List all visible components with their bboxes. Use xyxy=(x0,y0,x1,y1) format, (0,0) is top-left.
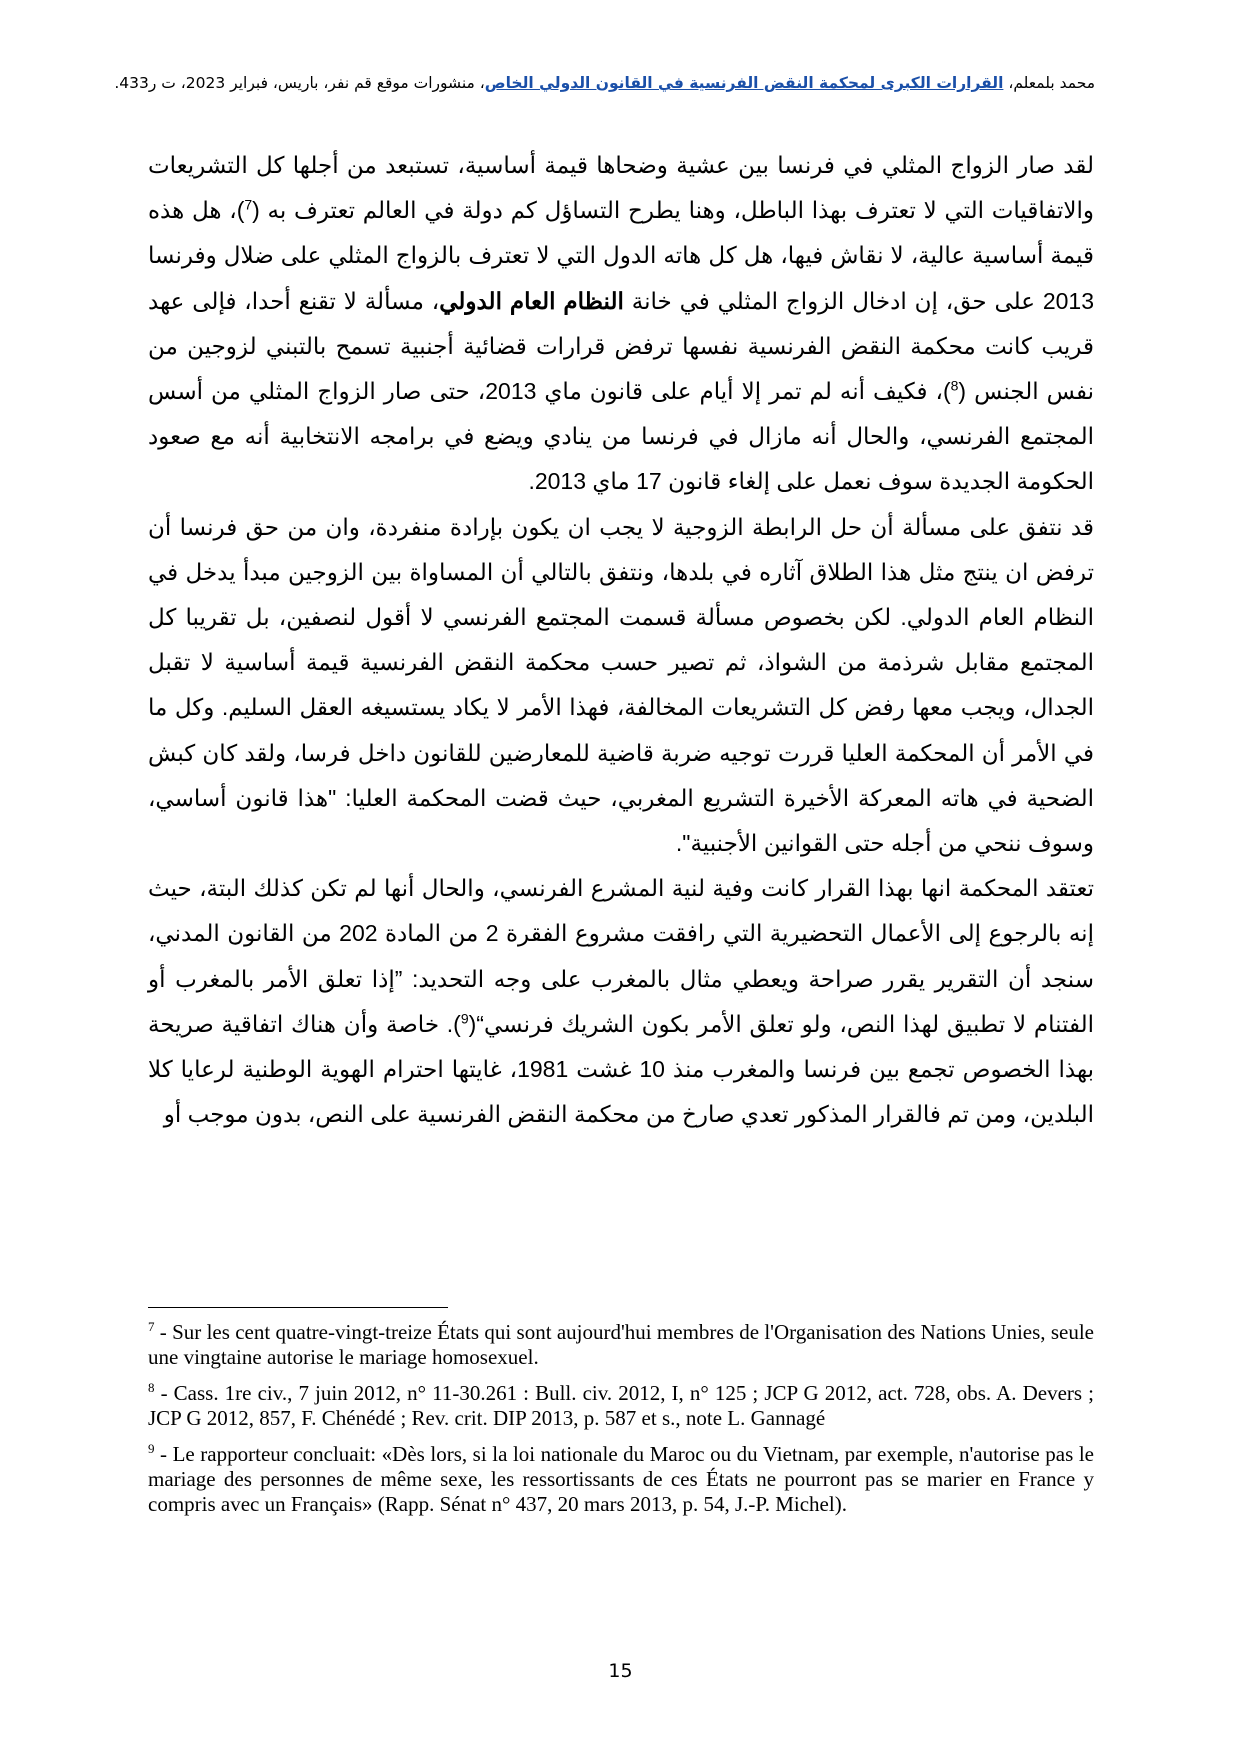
paragraph-1 xyxy=(148,143,1094,505)
footnote-number: 9 xyxy=(148,1441,155,1457)
page-number: 15 xyxy=(608,1660,633,1682)
footnote-ref-9[interactable]: 9 xyxy=(460,1010,469,1027)
paragraph-3-part-1: تعتقد المحكمة انها بهذا القرار كانت وفية لنية المشرع الفرنسي، والحال أنها لم تكن كذلك البتة، حيث إنه بالرجوع إلى الأعمال التحضيرية التي رافقت مشروع الفقرة 2 من المادة 202 من القانون المدني، سنجد أن التقرير يقرر صراحة ويعطي مثال بالمغرب على وجه التحديد: ”إذا تعلق الأمر بالمغرب أو الفتنام لا تطبيق لهذا النص، ولو تعلق الأمر بكون الشريك فرنسي“( xyxy=(148,875,1094,1037)
footnote-separator xyxy=(148,1307,448,1308)
paragraph-1-part-1: لقد صار الزواج المثلي في فرنسا بين عشية وضحاها قيمة أساسية، تستبعد من أجلها كل التشريعات والاتفاقيات التي لا تعترف بهذا الباطل، وهنا يطرح التساؤل كم دولة في العالم تعترف به ( xyxy=(148,152,1094,224)
header-book-title-link[interactable]: القرارات الكبرى لمحكمة النقض الفرنسية في القانون الدولي الخاص xyxy=(484,74,1004,92)
footnote-8 xyxy=(148,1381,1094,1430)
footnote-text: - Sur les cent quatre-vingt-treize États qui sont aujourd'hui membres de l'Organisation des Nations Unies, seule une vingtaine autorise le mariage homosexuel. xyxy=(148,1320,1094,1369)
header-publication: ، منشورات موقع قم نفر، باريس، فبراير 2023، ت ر433. xyxy=(114,74,485,92)
paragraph-2: قد نتفق على مسألة أن حل الرابطة الزوجية لا يجب ان يكون بإرادة منفردة، وان من حق فرنسا أن ترفض ان ينتج مثل هذا الطلاق آثاره في بلدها، ونتفق بالتالي أن المساواة بين الزوجين مبدأ يدخل في النظام العام الدولي. لكن بخصوص مسألة قسمت المجتمع الفرنسي لا أقول لنصفين، بل تقريبا كل المجتمع مقابل شرذمة من الشواذ، ثم تصير حسب محكمة النقض الفرنسية قيمة أساسية لا تقبل الجدال، ويجب معها رفض كل التشريعات المخالفة، فهذا الأمر لا يكاد يستسيغه العقل السليم. وكل ما في الأمر أن المحكمة العليا قررت توجيه ضربة قاضية للمعارضين للقانون داخل فرسا، ولقد كان كبش الضحية في هاته المعركة الأخيرة التشريع المغربي، حيث قضت المحكمة العليا: "هذا قانون أساسي، وسوف ننحي من أجله حتى القوانين الأجنبية". xyxy=(148,513,1094,857)
footnote-text: - Le rapporteur concluait: «Dès lors, si la loi nationale du Maroc ou du Vietnam, par exemple, n'autorise pas le mariage des personnes de même sexe, les ressortissants de ces États ne pourront pas se marier en France y compris avec un Français» (Rapp. Sénat n° 437, 20 mars 2013, p. 54, J.-P. Michel). xyxy=(148,1442,1094,1516)
bold-term: النظام العام الدولي xyxy=(439,287,624,314)
footnote-ref-8[interactable]: 8 xyxy=(950,377,959,394)
footnotes xyxy=(148,1320,1094,1528)
footnote-text: - Cass. 1re civ., 7 juin 2012, n° 11-30.261 : Bull. civ. 2012, I, n° 125 ; JCP G 2012, act. 728, obs. A. Devers ; JCP G 2012, 857, F. Chénédé ; Rev. crit. DIP 2013, p. 587 et s., note L. Gannagé xyxy=(148,1381,1094,1430)
footnote-number: 8 xyxy=(148,1380,155,1396)
body-text xyxy=(148,143,1094,1137)
header-author: محمد بلمعلم، xyxy=(1003,74,1095,92)
paragraph-1-part-3: ، مسألة لا تقنع أحدا، فإلى عهد قريب كانت محكمة النقض الفرنسية نفسها ترفض قرارات قضائية أجنبية تسمح بالتبني لزوجين من نفس الجنس ( xyxy=(148,287,1094,405)
footnote-ref-7[interactable]: 7 xyxy=(244,196,253,213)
footnote-7 xyxy=(148,1320,1094,1369)
running-header xyxy=(114,74,1095,92)
paragraph-3-part-2: ). خاصة وأن هناك اتفاقية صريحة بهذا الخصوص تجمع بين فرنسا والمغرب منذ 10 غشت 1981، غايتها احترام الهوية الوطنية لرعايا كلا البلدين، ومن تم فالقرار المذكور تعدي صارخ من محكمة النقض الفرنسية على النص، بدون موجب أو xyxy=(148,1010,1094,1128)
footnote-number: 7 xyxy=(148,1319,155,1334)
paragraph-3 xyxy=(148,866,1094,1137)
paragraph-1-part-2: )، هل هذه قيمة أساسية عالية، لا نقاش فيها، هل كل هاته الدول التي لا تعترف بالزواج المثلي على ضلال وفرنسا 2013 على حق، إن ادخال الزواج المثلي في خانة xyxy=(148,197,1094,314)
paragraph-1-part-4: )، فكيف أنه لم تمر إلا أيام على قانون ماي 2013، حتى صار الزواج المثلي من أسس المجتمع الفرنسي، والحال أنه مازال في فرنسا من ينادي ويضع في برامجه الانتخابية أنه مع صعود الحكومة الجديدة سوف نعمل على إلغاء قانون 17 ماي 2013. xyxy=(148,378,1094,495)
footnote-9 xyxy=(148,1442,1094,1516)
